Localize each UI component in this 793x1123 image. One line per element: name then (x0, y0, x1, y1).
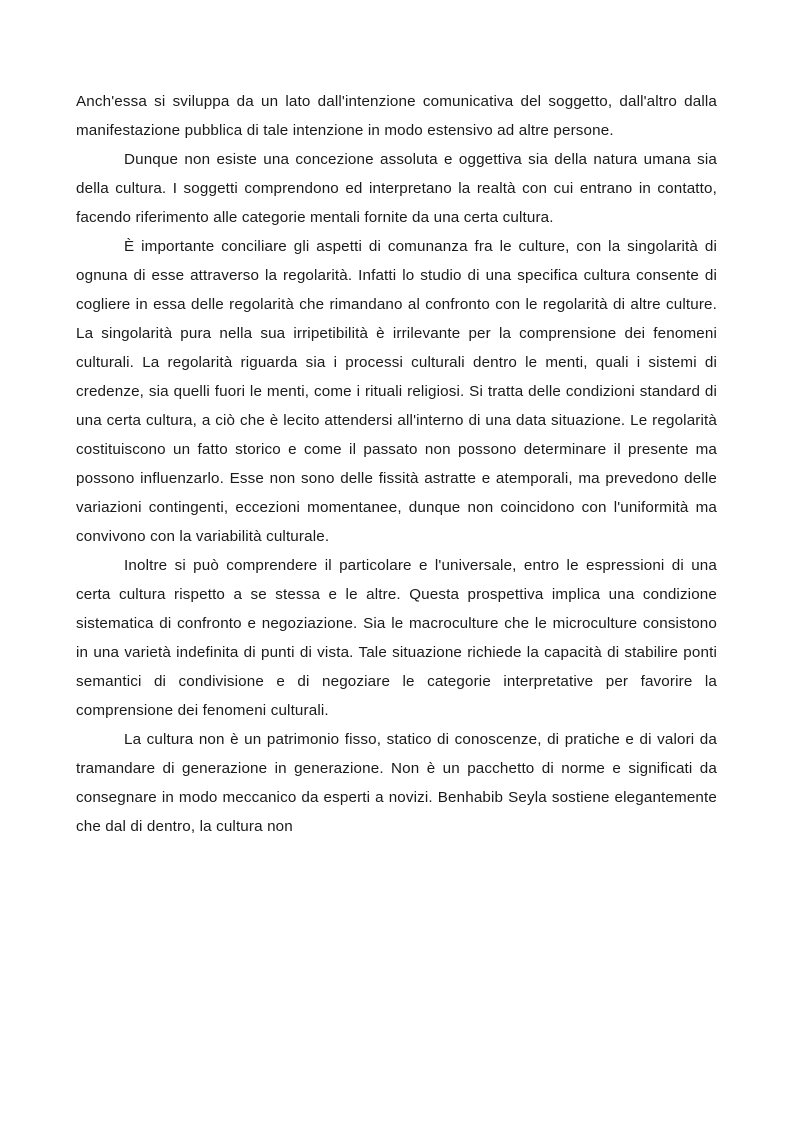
paragraph-1: Anch'essa si sviluppa da un lato dall'intenzione comunicativa del soggetto, dall'altro dalla manifestazione pubblica di tale intenzione in modo estensivo ad altre persone. (76, 93, 717, 139)
paragraph-4: Inoltre si può comprendere il particolare e l'universale, entro le espressioni di una certa cultura rispetto a se stessa e le altre. Questa prospettiva implica una condizione sistematica di confronto e negoziazione. Sia le macroculture che le microculture consistono in una varietà indefinita di punti di vista. Tale situazione richiede la capacità di stabilire ponti semantici di condivisione e di negoziare le categorie interpretative per favorire la comprensione dei fenomeni culturali. (76, 557, 717, 719)
paragraph-5: La cultura non è un patrimonio fisso, statico di conoscenze, di pratiche e di valori da tramandare di generazione in generazione. Non è un pacchetto di norme e significati da consegnare in modo meccanico da esperti a novizi. Benhabib Seyla sostiene elegantemente che dal di dentro, la cultura non (76, 731, 717, 835)
paragraph-3: È importante conciliare gli aspetti di comunanza fra le culture, con la singolarità di ognuna di esse attraverso la regolarità. Infatti lo studio di una specifica cultura consente di cogliere in essa delle regolarità che rimandano al confronto con le regolarità di altre culture. La singolarità pura nella sua irripetibilità è irrilevante per la comprensione dei fenomeni culturali. La regolarità riguarda sia i processi culturali dentro le menti, quali i sistemi di credenze, sia quelli fuori le menti, come i rituali religiosi. Si tratta delle condizioni standard di una certa cultura, a ciò che è lecito attendersi all'interno di una data situazione. Le regolarità costituiscono un fatto storico e come il passato non possono determinare il presente ma possono influenzarlo. Esse non sono delle fissità astratte e atemporali, ma prevedono delle variazioni contingenti, eccezioni momentanee, dunque non coincidono con l'uniformità ma convivono con la variabilità culturale. (76, 238, 717, 545)
document-page (76, 87, 717, 841)
paragraph-2: Dunque non esiste una concezione assoluta e oggettiva sia della natura umana sia della cultura. I soggetti comprendono ed interpretano la realtà con cui entrano in contatto, facendo riferimento alle categorie mentali fornite da una certa cultura. (76, 151, 717, 226)
